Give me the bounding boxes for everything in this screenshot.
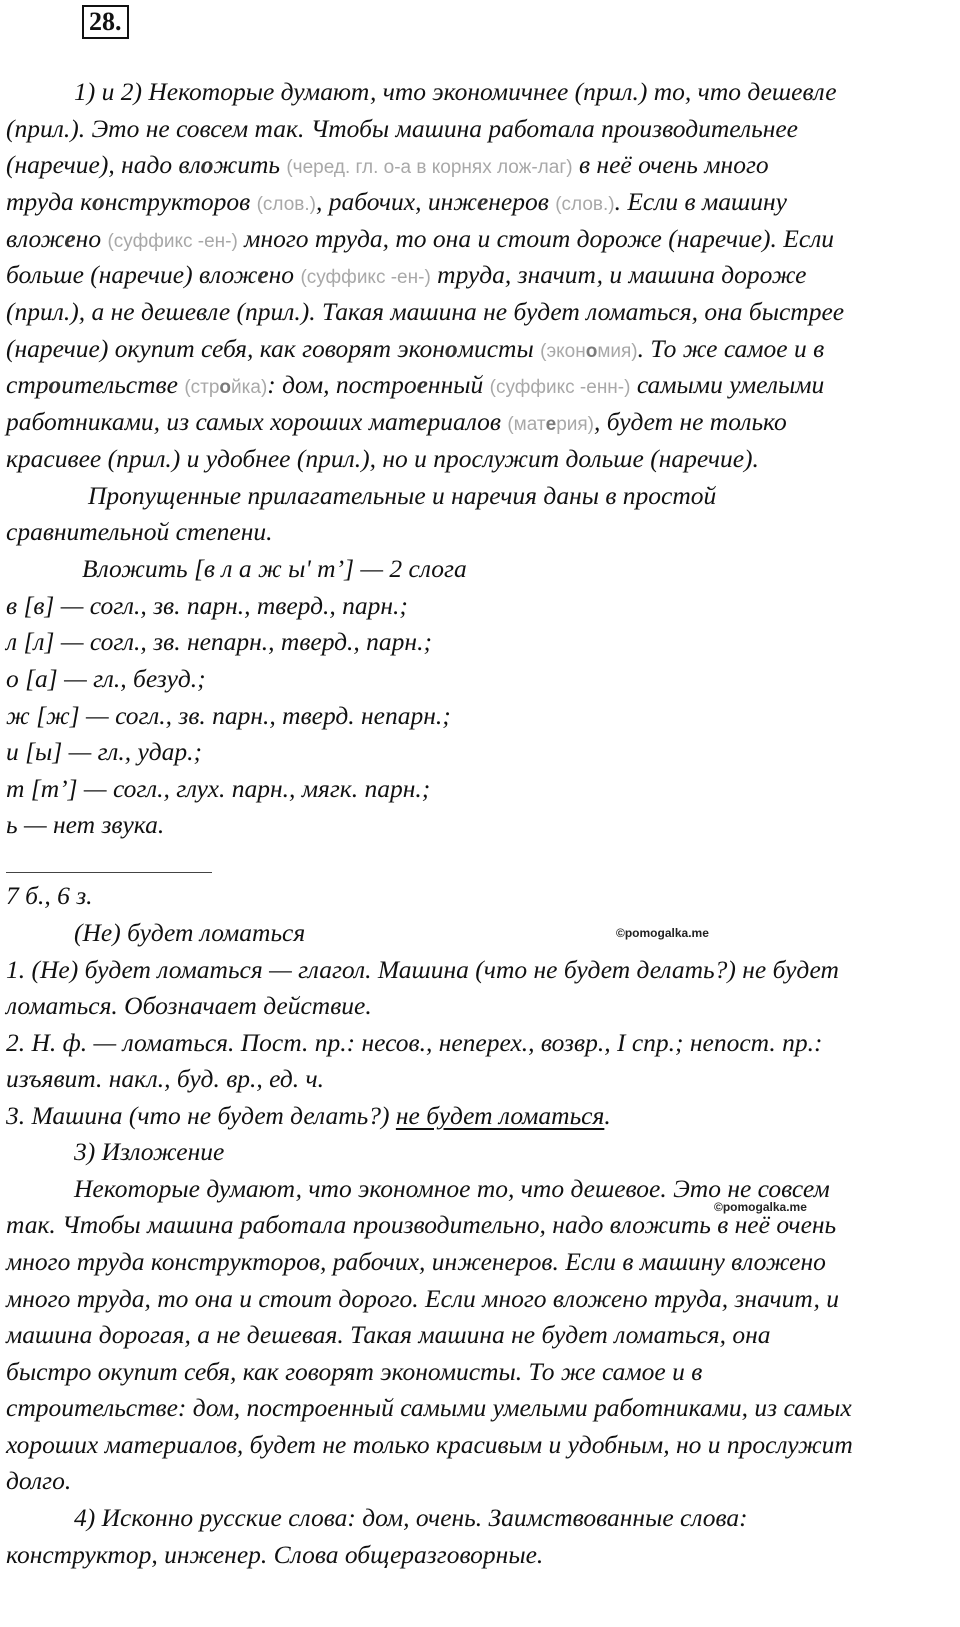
- spelling-note: (слов.): [256, 194, 317, 215]
- spelling-note: (стр: [184, 377, 220, 398]
- spelling-note: (черед. гл. о-а в корнях лож-лаг): [286, 157, 573, 178]
- watermark: ©pomogalka.me: [616, 926, 709, 940]
- exposition-line: быстро окупит себя, как говорят экономисты. То же самое и в: [6, 1357, 703, 1386]
- watermark: ©pomogalka.me: [714, 1200, 807, 1214]
- exposition-line: так. Чтобы машина работала производительно, надо вложить в неё очень: [6, 1210, 837, 1239]
- text-line: работниками, из самых хороших материалов (материя), будет не только: [6, 407, 787, 436]
- text-line: строительстве (стройка): дом, построенный (суффикс -енн-) самыми умелыми: [6, 370, 825, 399]
- origin-line: конструктор, инженер. Слова общеразговорные.: [6, 1540, 544, 1569]
- spelling-note: (мат: [507, 414, 546, 435]
- text-line: 1) и 2) Некоторые думают, что экономичнее (прил.) то, что дешевле: [74, 77, 837, 106]
- predicate-underline: не будет ломаться: [395, 1101, 605, 1130]
- phonetic-row: т [т’] — согл., глух. парн., мягк. парн.;: [6, 774, 431, 803]
- text-line: сравнительной степени.: [6, 517, 273, 546]
- morph-heading: (Не) будет ломаться: [74, 918, 306, 947]
- text-line: вложено (суффикс -ен-) много труда, то она и стоит дороже (наречие). Если: [6, 224, 835, 253]
- phonetic-row: и [ы] — гл., удар.;: [6, 737, 203, 766]
- exposition-line: хороших материалов, будет не только красивым и удобным, но и прослужит: [6, 1430, 853, 1459]
- text-line: 3. Машина (что не будет делать?) не будет ломаться.: [6, 1101, 611, 1130]
- text-line: изъявит. накл., буд. вр., ед. ч.: [6, 1064, 325, 1093]
- phonetic-row: ж [ж] — согл., зв. парн., тверд. непарн.;: [6, 701, 451, 730]
- text-line: 1. (Не) будет ломаться — глагол. Машина (что не будет делать?) не будет: [6, 955, 839, 984]
- spelling-note: (экон: [540, 341, 586, 362]
- phonetic-row: л [л] — согл., зв. непарн., тверд., парн.;: [6, 627, 432, 656]
- text-line: (наречие), надо вложить (черед. гл. о-а в корнях лож-лаг) в неё очень много: [6, 150, 769, 179]
- exposition-line: долго.: [6, 1466, 72, 1495]
- text-line: 2. Н. ф. — ломаться. Пост. пр.: несов., неперех., возвр., I спр.; непост. пр.:: [6, 1028, 823, 1057]
- phonetic-row: ь — нет звука.: [6, 810, 165, 839]
- phonetic-summary: 7 б., 6 з.: [6, 881, 93, 910]
- exercise-number: 28.: [82, 5, 129, 39]
- text-line: (наречие) окупит себя, как говорят экономисты (экономия). То же самое и в: [6, 334, 825, 363]
- spelling-note: (суффикс -енн-): [489, 377, 631, 398]
- exposition-line: Некоторые думают, что экономное то, что дешевое. Это не совсем: [74, 1174, 830, 1203]
- phonetic-row: в [в] — согл., зв. парн., тверд., парн.;: [6, 591, 408, 620]
- text-line: (прил.). Это не совсем так. Чтобы машина работала производительнее: [6, 114, 798, 143]
- phonetic-row: о [а] — гл., безуд.;: [6, 664, 206, 693]
- text-line: Пропущенные прилагательные и наречия даны в простой: [88, 481, 717, 510]
- text-line: больше (наречие) вложено (суффикс -ен-) труда, значит, и машина дороже: [6, 260, 807, 289]
- spelling-note: (слов.): [555, 194, 615, 215]
- exposition-line: машина дорогая, а не дешевая. Такая машина не будет ломаться, она: [6, 1320, 771, 1349]
- text-line: труда конструкторов (слов.), рабочих, инженеров (слов.). Если в машину: [6, 187, 787, 216]
- text-line: ломаться. Обозначает действие.: [6, 991, 372, 1020]
- exposition-line: строительстве: дом, построенный самыми умелыми работниками, из самых: [6, 1393, 852, 1422]
- spelling-note: (суффикс -ен-): [107, 231, 238, 252]
- text-line: красивее (прил.) и удобнее (прил.), но и прослужит дольше (наречие).: [6, 444, 759, 473]
- divider: [6, 872, 212, 873]
- spelling-note: (суффикс -ен-): [300, 267, 431, 288]
- text-line: (прил.), а не дешевле (прил.). Такая машина не будет ломаться, она быстрее: [6, 297, 845, 326]
- exposition-heading: 3) Изложение: [74, 1137, 225, 1166]
- origin-line: 4) Исконно русские слова: дом, очень. Заимствованные слова:: [74, 1503, 748, 1532]
- exposition-line: много труда конструкторов, рабочих, инженеров. Если в машину вложено: [6, 1247, 826, 1276]
- exposition-line: много труда, то она и стоит дорого. Если много вложено труда, значит, и: [6, 1284, 839, 1313]
- phonetic-title: Вложить [в л а ж ы' т’] — 2 слога: [82, 554, 467, 583]
